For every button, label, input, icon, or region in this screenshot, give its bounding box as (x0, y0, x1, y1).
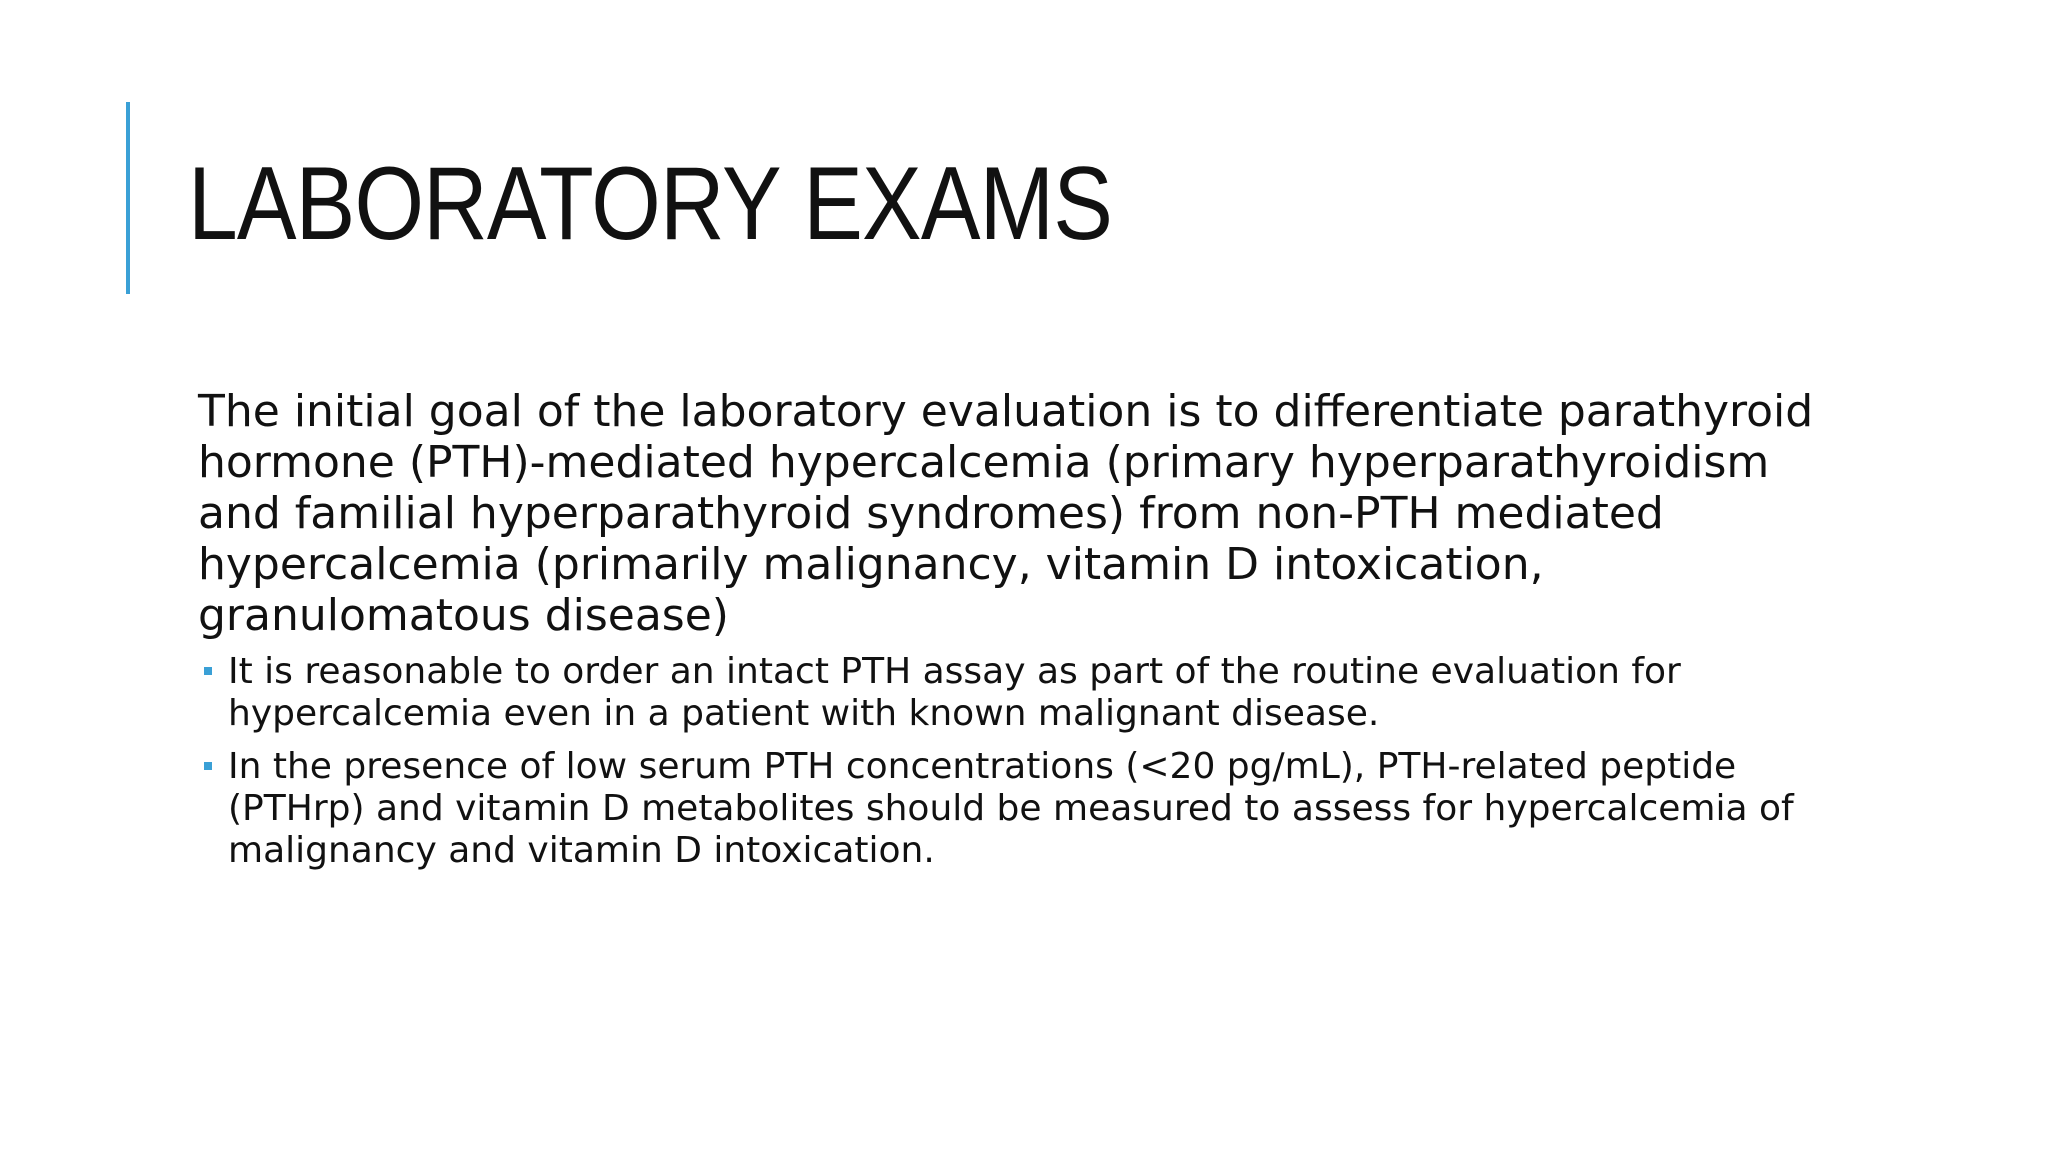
bullet-text: It is reasonable to order an intact PTH assay as part of the routine evaluation for hypercalcemia even in a patient with known malignant disease. (228, 651, 1681, 734)
slide-body (198, 386, 1838, 883)
square-bullet-icon (204, 762, 212, 770)
title-accent-bar (126, 102, 130, 294)
bullet-item (198, 746, 1838, 872)
bullet-text: In the presence of low serum PTH concentrations (<20 pg/mL), PTH-related peptide (PTHrp) and vitamin D metabolites should be measured to assess for hypercalcemia of malignancy and vitamin D intoxication. (228, 746, 1794, 871)
intro-paragraph: The initial goal of the laboratory evaluation is to differentiate parathyroid hormone (PTH)-mediated hypercalcemia (primary hyperparathyroidism and familial hyperparathyroid syndromes) from non-PTH mediated hypercalcemia (primarily malignancy, vitamin D intoxication, granulomatous disease) (198, 386, 1814, 641)
square-bullet-icon (204, 667, 212, 675)
bullet-list (198, 651, 1838, 872)
bullet-item (198, 651, 1838, 735)
slide-title: LABORATORY EXAMS (188, 146, 1113, 262)
